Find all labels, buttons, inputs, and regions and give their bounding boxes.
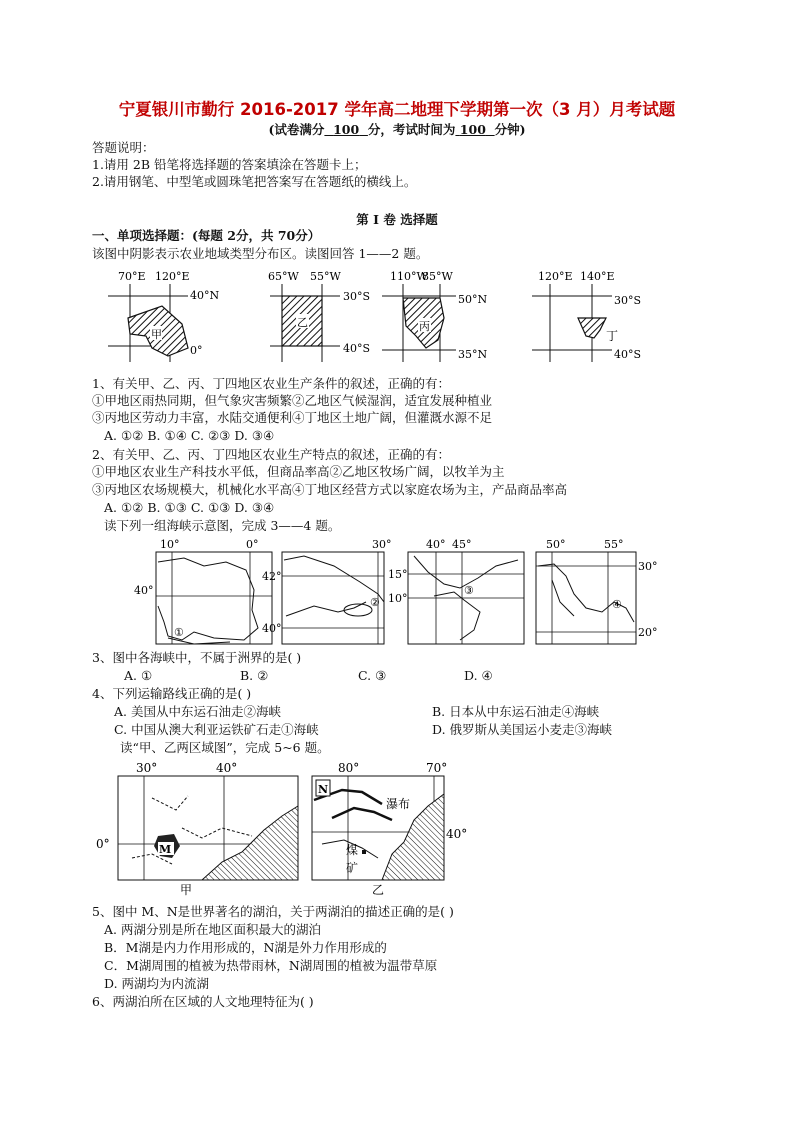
q3-option-a: A. ①	[124, 668, 153, 683]
lat-label: 40°	[134, 584, 154, 597]
q4-option-d: D. 俄罗斯从美国运小麦走③海峡	[432, 722, 613, 737]
instruction-item: 1.请用 2B 铅笔将选择题的答案填涂在答题卡上；	[92, 157, 367, 172]
agriculture-region-maps	[100, 266, 660, 366]
lat-label: 40°N	[190, 289, 220, 302]
q1-options: A. ①② B. ①④ C. ②③ D. ③④	[104, 428, 275, 443]
mine-dot	[362, 850, 366, 854]
strait-marker: ①	[174, 626, 184, 639]
map-jia	[108, 270, 219, 362]
q1-statement: ③丙地区劳动力丰富，水陆交通便利④丁地区土地广阔，但灌溉水源不足	[92, 410, 493, 425]
lat-label: 0°	[96, 837, 110, 851]
strait-map-1	[134, 538, 272, 644]
lon-label: 40°	[426, 538, 446, 551]
q3-option-c: C. ③	[358, 668, 387, 683]
page-title: 宁夏银川市勤行 2016-2017 学年高二地理下学期第一次（3 月）月考试题	[118, 100, 676, 119]
subtitle-mid: 分，考试时间为	[367, 122, 456, 137]
lon-label: 120°E	[538, 270, 573, 283]
region-label: 乙	[297, 316, 308, 329]
q2-stem: 2、有关甲、乙、丙、丁四地区农业生产特点的叙述，正确的有：	[92, 447, 450, 462]
region-label: 丙	[419, 320, 430, 333]
q4-stem: 4、下列运输路线正确的是( )	[92, 686, 252, 701]
part-title: 第 I 卷 选择题	[356, 212, 438, 227]
mine-label: 矿	[346, 861, 359, 875]
lat-label: 40°	[262, 622, 282, 635]
q5-option-b: B．M湖是内力作用形成的，N湖是外力作用形成的	[104, 940, 387, 955]
lon-label: 10°	[160, 538, 180, 551]
q5-option-d: D. 两湖均为内流湖	[104, 976, 210, 991]
q3-stem: 3、图中各海峡中，不属于洲界的是( )	[92, 650, 302, 665]
full-score: 100	[333, 122, 360, 137]
instruction-item: 2.请用钢笔、中型笔或圆珠笔把答案写在答题纸的横线上。	[92, 174, 417, 189]
lat-label: 30°S	[343, 290, 371, 303]
lon-label: 70°	[426, 761, 448, 775]
q5-stem: 5、图中 M、N是世界著名的湖泊，关于两湖泊的描述正确的是( )	[92, 904, 454, 919]
lon-label: 55°W	[310, 270, 341, 283]
lat-label: 30°	[638, 560, 658, 573]
q4-option-b: B. 日本从中东运石油走④海峡	[432, 704, 600, 719]
lon-label: 110°W	[390, 270, 428, 283]
lon-label: 50°	[546, 538, 566, 551]
lake-label: N	[318, 783, 329, 796]
page-subtitle	[0, 120, 794, 138]
lon-label: 30°	[136, 761, 158, 775]
lat-label: 0°	[190, 344, 203, 357]
strait-marker: ②	[370, 596, 380, 609]
lat-label: 40°S	[614, 348, 642, 361]
region-label: 甲	[151, 328, 162, 341]
section-heading: 一、单项选择题：(每题 2分，共 70分）	[92, 228, 321, 243]
lon-label: 65°W	[268, 270, 299, 283]
shaded-region	[578, 318, 606, 338]
lat-label: 50°N	[458, 293, 488, 306]
q3-option-b: B. ②	[240, 668, 269, 683]
figure-intro: 读下列一组海峡示意图，完成 3——4 题。	[104, 518, 341, 533]
lat-label: 30°S	[614, 294, 642, 307]
q5-option-a: A. 两湖分别是所在地区面积最大的湖泊	[104, 922, 321, 937]
region-map-yi	[312, 761, 467, 897]
strait-map-3	[388, 538, 524, 644]
region-map-jia	[96, 761, 298, 897]
figure-intro: 读“甲、乙两区域图”，完成 5~6 题。	[120, 740, 330, 755]
exam-time: 100	[459, 122, 486, 137]
lat-label: 40°S	[343, 342, 371, 355]
subtitle-prefix: (试卷满分	[268, 122, 325, 137]
lon-label: 85°W	[422, 270, 453, 283]
strait-marker: ③	[464, 584, 474, 597]
waterfall-label: 瀑布	[386, 797, 411, 811]
lon-label: 55°	[604, 538, 624, 551]
map-ding	[532, 270, 641, 362]
strait-marker: ④	[612, 598, 622, 611]
lon-label: 45°	[452, 538, 472, 551]
lon-label: 0°	[246, 538, 259, 551]
q5-option-c: C．M湖周围的植被为热带雨林，N湖周围的植被为温带草原	[104, 958, 438, 973]
ocean-shaded	[202, 806, 298, 880]
lat-label: 42°	[262, 570, 282, 583]
lake-label: M	[159, 843, 172, 856]
lat-label: 35°N	[458, 348, 488, 361]
region-label: 丁	[606, 329, 619, 343]
q4-option-a: A. 美国从中东运石油走②海峡	[114, 704, 281, 719]
lake-region-maps	[92, 758, 482, 898]
subtitle-suffix: 分钟)	[494, 122, 526, 137]
strait-map-2	[262, 538, 392, 644]
lon-label: 30°	[372, 538, 392, 551]
strait-maps	[134, 536, 674, 648]
q2-statement: ③丙地区农场规模大，机械化水平高④丁地区经营方式以家庭农场为主，产品商品率高	[92, 482, 568, 497]
strait-map-4	[536, 538, 658, 644]
lon-label: 120°E	[155, 270, 190, 283]
mine-label: 煤	[346, 843, 359, 857]
lon-label: 40°	[216, 761, 238, 775]
q2-options: A. ①② B. ①③ C. ①③ D. ③④	[104, 500, 275, 515]
q6-stem: 6、两湖泊所在区域的人文地理特征为( )	[92, 994, 314, 1009]
lat-label: 10°	[388, 592, 408, 605]
q1-stem: 1、有关甲、乙、丙、丁四地区农业生产条件的叙述，正确的有：	[92, 376, 450, 391]
figure-intro: 该图中阴影表示农业地域类型分布区。读图回答 1——2 题。	[92, 246, 429, 261]
q2-statement: ①甲地区农业生产科技水平低，但商品率高②乙地区牧场广阔，以牧羊为主	[92, 464, 505, 479]
q1-statement: ①甲地区雨热同期，但气象灾害频繁②乙地区气候湿润，适宜发展种植业	[92, 393, 493, 408]
map-label: 甲	[180, 883, 193, 897]
lon-label: 140°E	[580, 270, 615, 283]
lon-label: 80°	[338, 761, 360, 775]
lon-label: 70°E	[118, 270, 146, 283]
q3-option-d: D. ④	[464, 668, 493, 683]
lat-label: 15°	[388, 568, 408, 581]
q4-option-c: C. 中国从澳大利亚运铁矿石走①海峡	[114, 722, 319, 737]
lat-label: 20°	[638, 626, 658, 639]
map-yi	[268, 270, 370, 362]
lat-label: 40°	[446, 827, 468, 841]
map-bing	[382, 270, 487, 362]
instructions-heading: 答题说明：	[92, 140, 155, 155]
map-label: 乙	[372, 883, 385, 897]
